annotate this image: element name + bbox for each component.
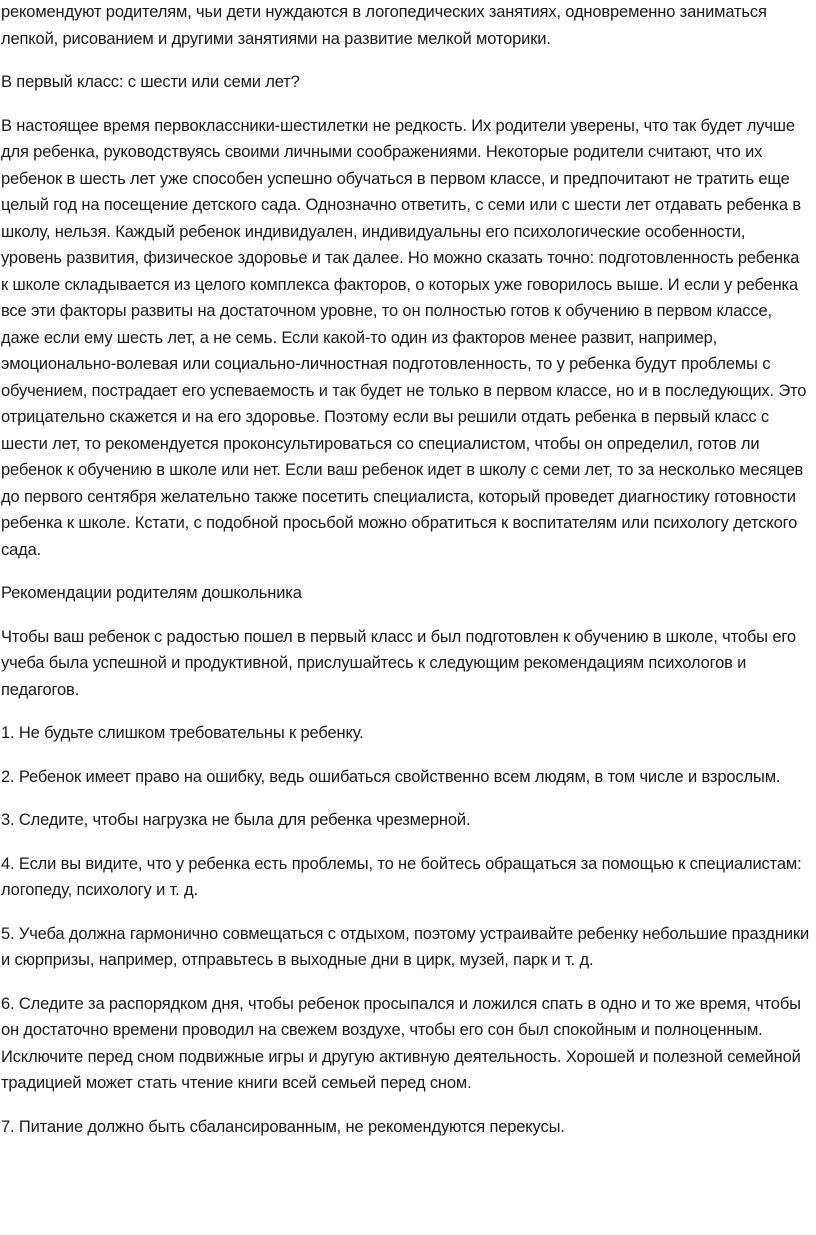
recommendation-item-6: 6. Следите за распорядком дня, чтобы ребенок просыпался и ложился спать в одно и то же время, чтобы он достаточно времени проводил на свежем воздухе, чтобы его сон был спокойным и полноценным. Исключите перед сном подвижные игры и другую активную деятельность. Хорошей и полезной семейной традицией может стать чтение книги всей семьей перед сном. (1, 994, 801, 1092)
intro-paragraph: рекомендуют родителям, чьи дети нуждаются в логопедических занятиях, одновременно заниматься лепкой, рисованием и другими занятиями на развитие мелкой моторики. (1, 3, 767, 48)
recommendation-item-4: 4. Если вы видите, что у ребенка есть проблемы, то не бойтесь обращаться за помощью к специалистам: логопеду, психологу и т. д. (1, 854, 802, 899)
school-age-paragraph: В настоящее время первоклассники-шестилетки не редкость. Их родители уверены, что так будет лучше для ребенка, руководствуясь своими личными соображениями. Некоторые родители считают, что их ребенок в шесть лет уже способен успешно обучаться в первом классе, и предпочитают не тратить еще целый год на посещение детского сада. Однозначно ответить, с семи или с шести лет отдавать ребенка в школу, нельзя. Каждый ребенок индивидуален, индивидуальны его психологические особенности, уровень развития, физическое здоровье и так далее. Но можно сказать точно: подготовленность ребенка к школе складывается из целого комплекса факторов, о которых уже говорилось выше. И если у ребенка все эти факторы развиты на достаточном уровне, то он полностью готов к обучению в первом классе, даже если ему шесть лет, а не семь. Если какой-то один из факторов менее развит, например, эмоционально-волевая или социально-личностная подготовленность, то у ребенка будут проблемы с обучением, пострадает его успеваемость и так будет не только в первом классе, но и в последующих. Это отрицательно скажется и на его здоровье. Поэтому если вы решили отдать ребенка в первый класс с шести лет, то рекомендуется проконсультироваться со специалистом, чтобы он определил, готов ли ребенок к обучению в школе или нет. Если ваш ребенок идет в школу с семи лет, то за несколько месяцев до первого сентября желательно также посетить специалиста, который проведет диагностику готовности ребенка к школе. Кстати, с подобной просьбой можно обратиться к воспитателям или психологу детского сада. (1, 116, 807, 559)
recommendation-item-2: 2. Ребенок имеет право на ошибку, ведь ошибаться свойственно всем людям, в том числе и взрослым. (1, 767, 781, 786)
section-title-school-age: В первый класс: с шести или семи лет? (1, 73, 300, 91)
recommendation-item-3: 3. Следите, чтобы нагрузка не была для ребенка чрезмерной. (1, 811, 471, 829)
recommendation-item-1: 1. Не будьте слишком требовательны к ребенку. (1, 724, 364, 742)
section-title-recommendations: Рекомендации родителям дошкольника (1, 584, 302, 602)
recommendations-intro-paragraph: Чтобы ваш ребенок с радостью пошел в первый класс и был подготовлен к обучению в школе, чтобы его учеба была успешной и продуктивной, прислушайтесь к следующим рекомендациям психологов и педагогов. (1, 627, 796, 699)
recommendation-item-7: 7. Питание должно быть сбалансированным, не рекомендуются перекусы. (1, 1117, 565, 1136)
recommendation-item-5: 5. Учеба должна гармонично совмещаться с отдыхом, поэтому устраивайте ребенку небольшие праздники и сюрпризы, например, отправьтесь в выходные дни в цирк, музей, парк и т. д. (1, 924, 810, 969)
